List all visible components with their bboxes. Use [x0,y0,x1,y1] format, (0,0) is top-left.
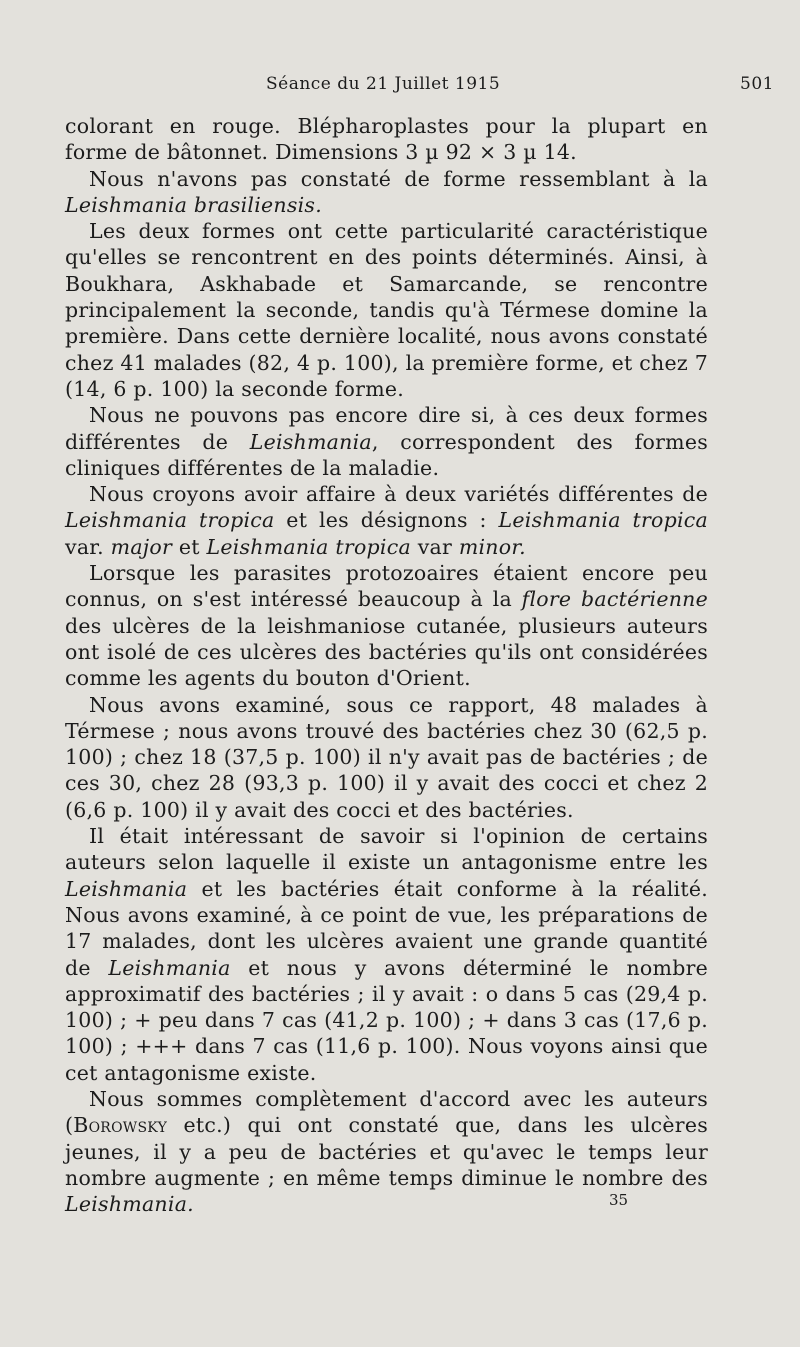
paragraph-continuation [65,113,708,166]
text-run: etc.) qui ont constaté que, dans les ulcères jeunes, il y a peu de bactéries et qu'avec le temps leur nombre augmente ; en même temps diminue le nombre des [65,1113,708,1190]
text-run: Lorsque les parasites protozoaires étaient encore peu connus, on s'est intéressé beaucoup à la [65,561,708,612]
italic-term: Leishmania tropica [498,508,709,533]
text-run: Les deux formes ont cette particularité caractéristique qu'elles se rencontrent en des points déterminés. Ainsi, à Boukhara, Askhabade et Samarcande, se rencontre principalement la seconde, tandis qu'à Térmese domine la première. Dans cette dernière localité, nous avons constaté chez 41 malades (82, 4 p. 100), la première forme, et chez 7 (14, 6 p. 100) la seconde forme. [65,219,708,401]
text-run: et [172,534,207,559]
paragraph [65,823,708,1086]
text-run: et nous y avons déterminé le nombre approximatif des bactéries ; il y avait : o dans 5 cas (29,4 p. 100) ; + peu dans 7 cas (41,2 p. 100) ; + dans 3 cas (17,6 p. 100) ; +++ dans 7 cas (11,6 p. 100). Nous voyons ainsi que cet antagonisme existe. [65,955,708,1085]
italic-term: Leishmania tropica [206,534,411,559]
paragraph [65,481,708,560]
signature-mark: 35 [609,1191,629,1209]
italic-term: flore bactérienne [521,587,708,612]
text-run: var [410,534,459,559]
italic-term: Leishmania tropica [65,508,275,533]
text-run: var. [65,534,111,559]
header-title: Séance du 21 Juillet 1915 [266,74,501,94]
italic-term: Leishmania [65,876,188,901]
paragraph [65,218,708,402]
italic-term: major [110,534,173,559]
italic-term: Leishmania. [65,1192,194,1217]
text-run: , correspondent des formes cliniques différentes de la maladie. [65,429,708,480]
italic-term: Leishmania [108,955,231,980]
text-run: Il était intéressant de savoir si l'opinion de certains auteurs selon laquelle il existe un antagonisme entre les [65,824,708,875]
text-run: Nous ne pouvons pas encore dire si, à ces deux formes différentes de [65,403,708,454]
italic-term: Leishmania [249,429,372,454]
paragraph [65,166,708,219]
body-text [65,113,708,1217]
text-run: Nous n'avons pas constaté de forme ressemblant à la [89,166,708,191]
text-run: Nous croyons avoir affaire à deux variétés différentes de [89,482,708,507]
paragraph [65,692,708,823]
running-header [0,74,800,98]
paragraph [65,560,708,691]
italic-term: minor. [458,534,526,559]
text-run: des ulcères de la leishmaniose cutanée, plusieurs auteurs ont isolé de ces ulcères des bactéries qu'ils ont considérées comme les agents du bouton d'Orient. [65,613,708,691]
text-run: et les bactéries était conforme à la réalité. Nous avons examiné, à ce point de vue, les préparations de 17 malades, dont les ulcères avaient une grande quantité de [65,876,708,980]
text-run: Nous sommes complètement d'accord avec les auteurs ( [65,1086,708,1138]
text-run: et les désignons : [274,508,499,533]
author-name: Borowsky [73,1113,168,1138]
page-number: 501 [740,74,774,94]
text-run: colorant en rouge. Blépharoplastes pour la plupart en forme de bâtonnet. Dimensions 3 µ 92 × 3 µ 14. [65,114,708,165]
paragraph [65,402,708,481]
text-run: Nous avons examiné, sous ce rapport, 48 malades à Térmese ; nous avons trouvé des bactéries chez 30 (62,5 p. 100) ; chez 18 (37,5 p. 100) il n'y avait pas de bactéries ; de ces 30, chez 28 (93,3 p. 100) il y avait des cocci et chez 2 (6,6 p. 100) il y avait des cocci et des bactéries. [65,692,708,822]
italic-term: Leishmania brasiliensis. [65,192,322,217]
